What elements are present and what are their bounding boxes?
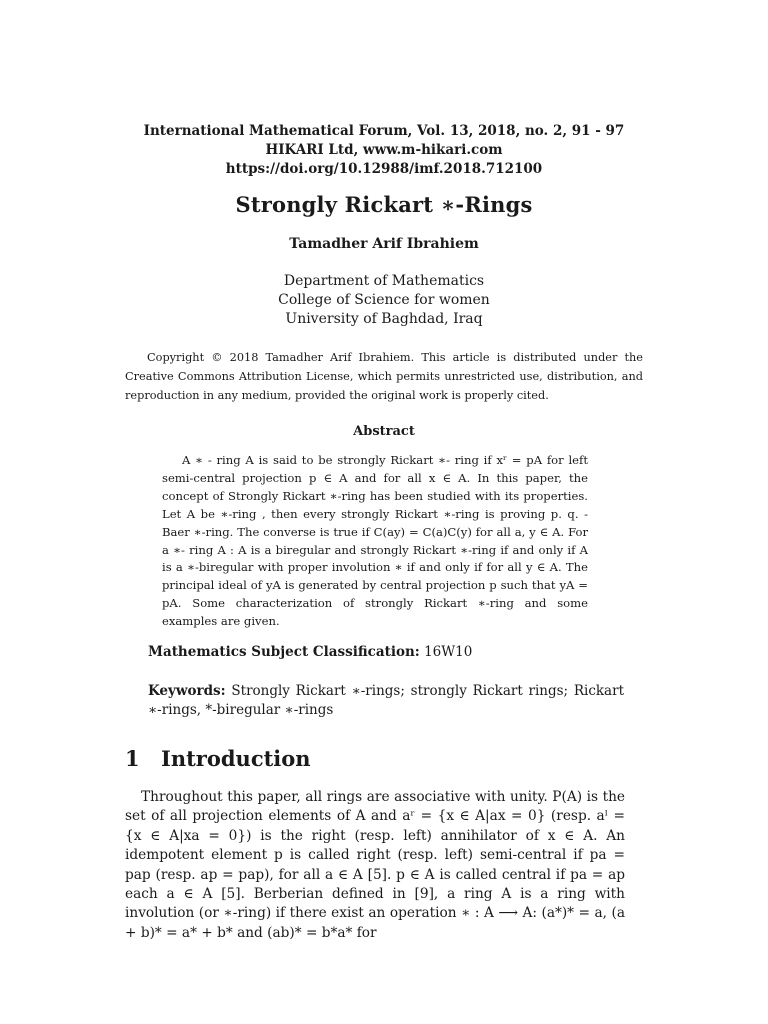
- journal-citation: International Mathematical Forum, Vol. 13, 2018, no. 2, 91 - 97: [143, 123, 625, 139]
- paper-title: Strongly Rickart ∗-Rings: [235, 192, 533, 217]
- keywords-label: Keywords:: [148, 683, 226, 699]
- doi-link[interactable]: https://doi.org/10.12988/imf.2018.712100: [225, 161, 543, 177]
- abstract-text: A ∗ - ring A is said to be strongly Rickart ∗- ring if xʳ = pA for left semi-central projection p ∈ A and for all x ∈ A. In this paper, the concept of Strongly Rickart ∗-ring has been studied with its properties. Let A be ∗-ring , then every strongly Rickart ∗-ring is proving p. q. -Baer ∗-ring. The converse is true if C(ay) = C(a)C(y) for all a, y ∈ A. For a ∗- ring A : A is a biregular and strongly Rickart ∗-ring if and only if A is a ∗-biregular with proper involution ∗ if and only if for all y ∈ A. The principal ideal of yA is generated by central projection p such that yA = pA. Some characterization of strongly Rickart ∗-ring and some examples are given.: [162, 453, 588, 629]
- section-number: 1: [125, 746, 140, 771]
- keywords-value: Strongly Rickart ∗-rings; strongly Rickart rings; Rickart ∗-rings, *-biregular ∗-rings: [148, 683, 624, 718]
- affiliation-college: College of Science for women: [278, 292, 490, 308]
- affiliation-department: Department of Mathematics: [283, 273, 485, 289]
- section-heading: [125, 746, 645, 771]
- affiliation: [0, 272, 768, 329]
- msc-value: 16W10: [419, 644, 473, 660]
- publisher-line: HIKARI Ltd, www.m-hikari.com: [265, 142, 503, 158]
- journal-header: [0, 122, 768, 179]
- section-title: Introduction: [161, 746, 311, 771]
- msc-classification: [148, 644, 638, 660]
- copyright-notice: Copyright © 2018 Tamadher Arif Ibrahiem. This article is distributed under the Creative Commons Attribution License, which permits unrestricted use, distribution, and reproduction in any medium, provided the original work is properly cited.: [125, 351, 643, 402]
- introduction-paragraph: Throughout this paper, all rings are associative with unity. P(A) is the set of all projection elements of A and aʳ = {x ∈ A|ax = 0} (resp. aˡ = {x ∈ A|xa = 0}) is the right (resp. left) annihilator of x ∈ A. An idempotent element p is called right (resp. left) semi-central if pa = pap (resp. ap = pap), for all a ∈ A [5]. p ∈ A is called central if pa = ap each a ∈ A [5]. Berberian defined in [9], a ring A is a ring with involution (or ∗-ring) if there exist an operation ∗ : A ⟶ A: (a*)* = a, (a + b)* = a* + b* and (ab)* = b*a* for: [125, 789, 625, 941]
- keywords: [148, 682, 624, 720]
- msc-label: Mathematics Subject Classification:: [148, 644, 420, 660]
- affiliation-university: University of Baghdad, Iraq: [285, 311, 483, 327]
- abstract-heading: Abstract: [353, 424, 415, 439]
- author-name: Tamadher Arif Ibrahiem: [289, 236, 479, 252]
